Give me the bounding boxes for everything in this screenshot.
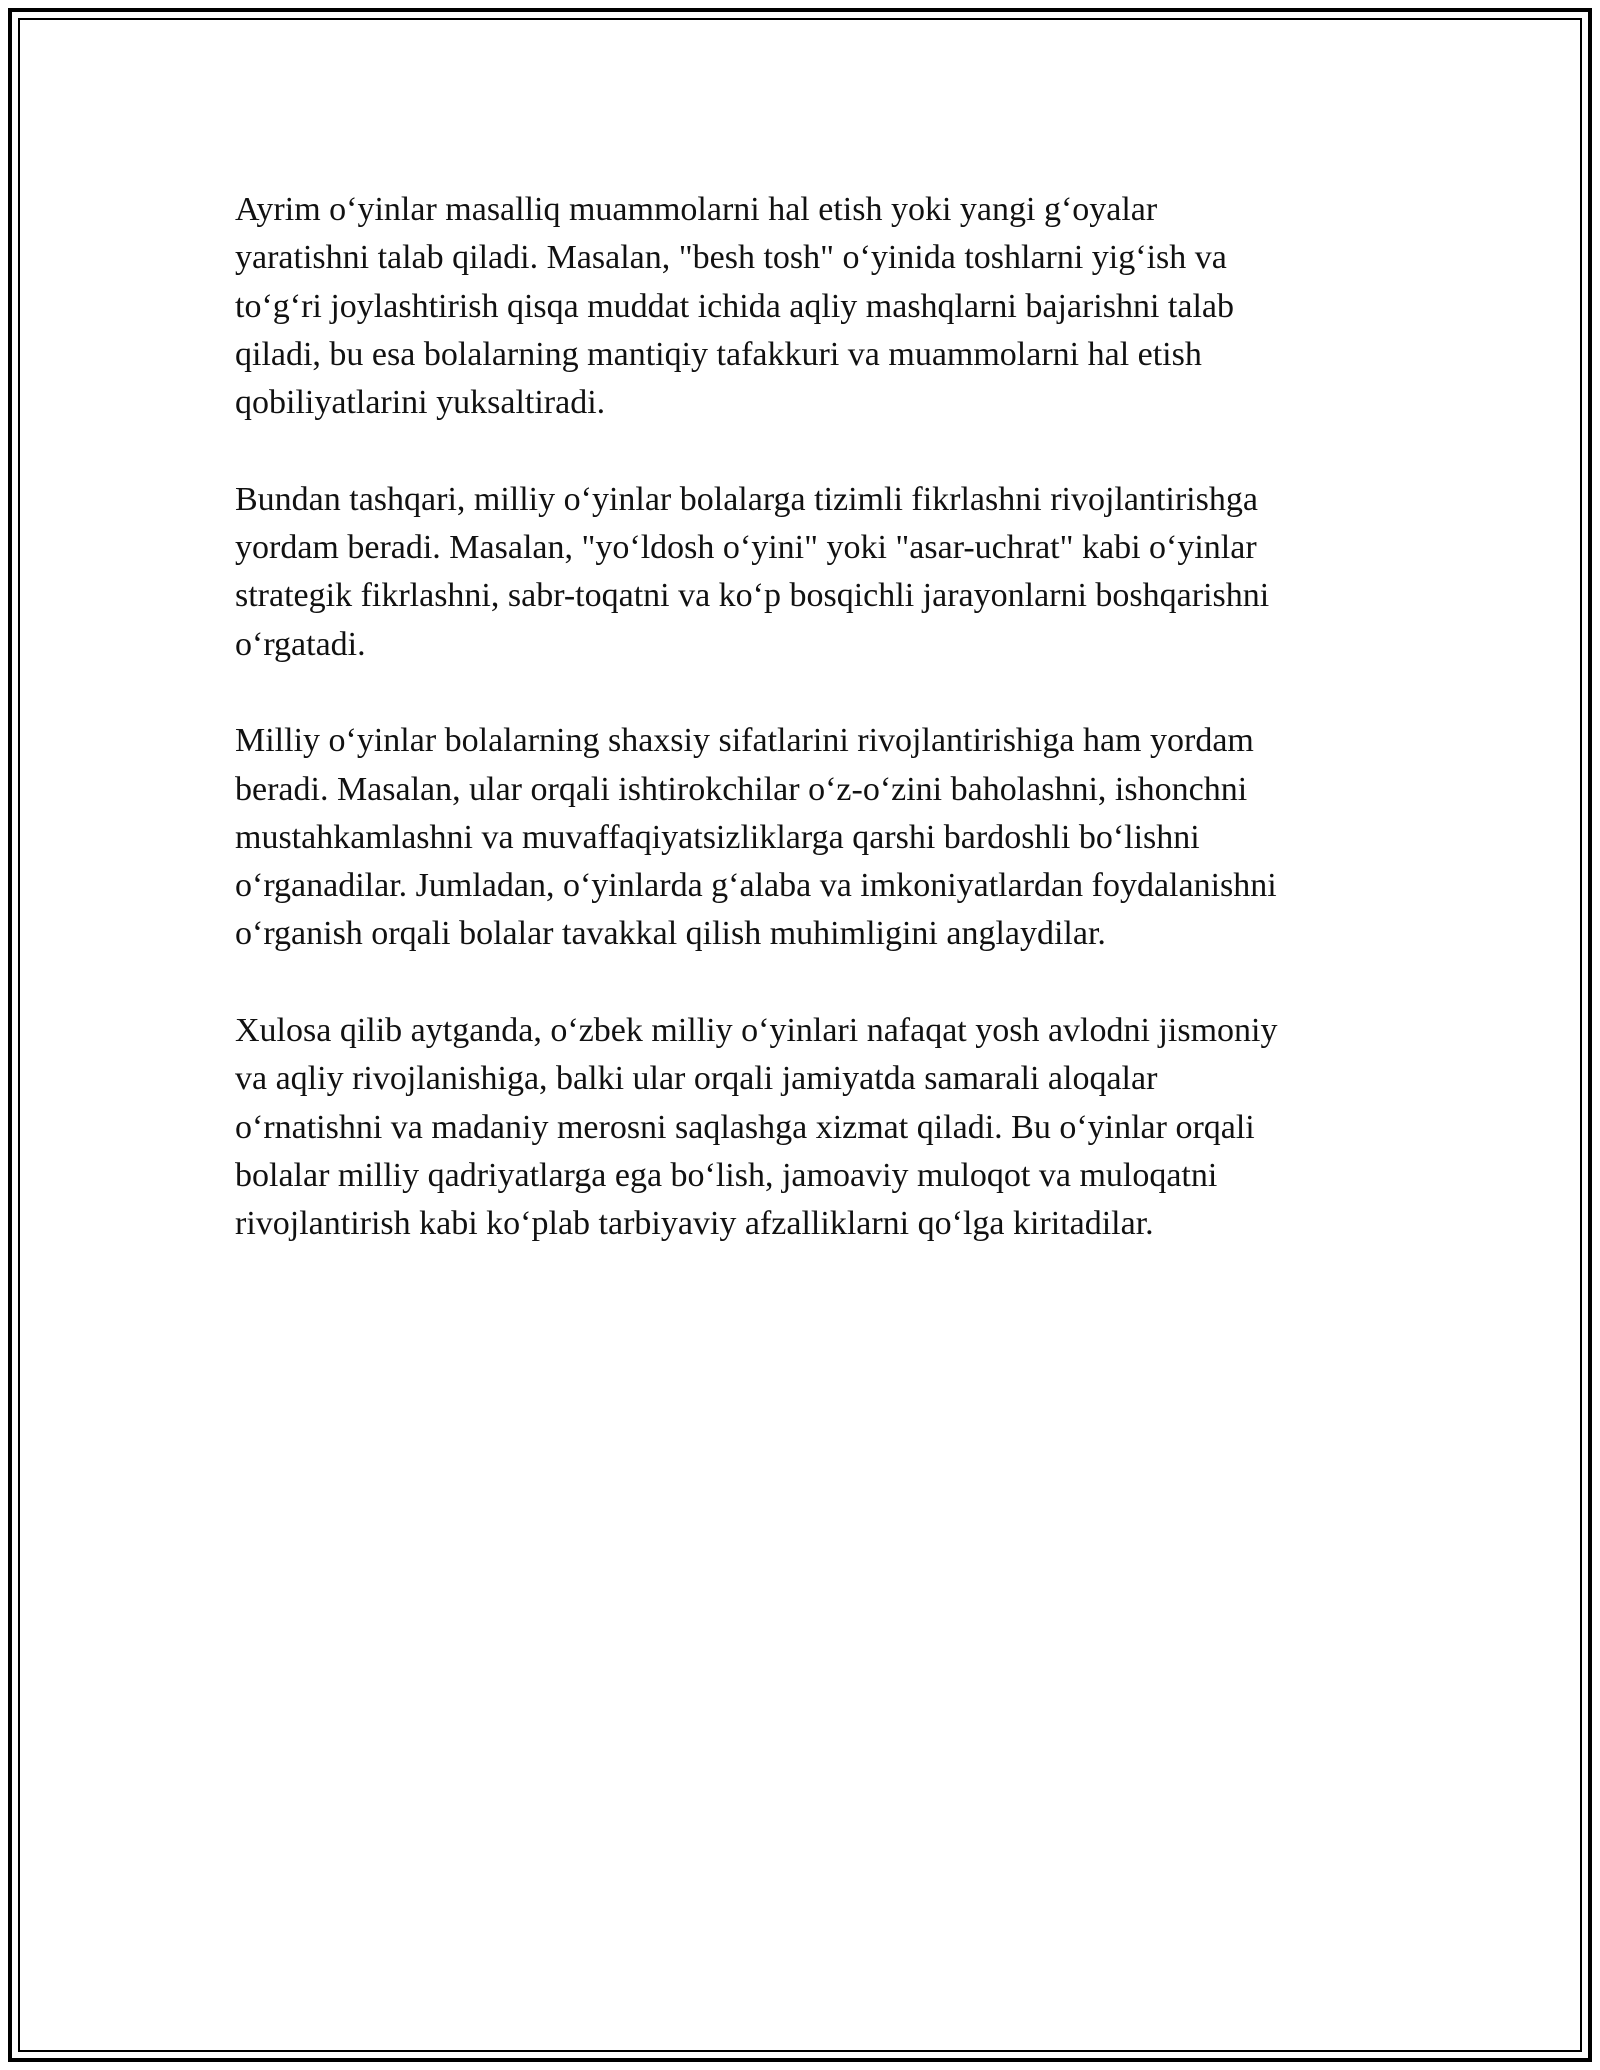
text-line: qiladi, bu esa bolalarning mantiqiy tafakkuri va muammolarni hal etish	[235, 335, 1202, 373]
text-line: qobiliyatlarini yuksaltiradi.	[235, 384, 606, 422]
text-line: o‘rganish orqali bolalar tavakkal qilish muhimligini anglaydilar.	[235, 915, 1106, 953]
text-line: va aqliy rivojlanishiga, balki ular orqali jamiyatda samarali aloqalar	[235, 1060, 1158, 1098]
paragraph-personal-qualities	[235, 717, 1375, 958]
paragraph-systematic-thinking	[235, 476, 1375, 669]
text-line: yaratishni talab qiladi. Masalan, "besh tosh" o‘yinida toshlarni yig‘ish va	[235, 239, 1227, 277]
text-line: o‘rganadilar. Jumladan, o‘yinlarda g‘alaba va imkoniyatlardan foydalanishni	[235, 867, 1277, 905]
text-line: o‘rgatadi.	[235, 625, 366, 663]
text-line: Milliy o‘yinlar bolalarning shaxsiy sifatlarini rivojlantirishiga ham yordam	[235, 722, 1254, 760]
text-line: mustahkamlashni va muvaffaqiyatsizliklarga qarshi bardoshli bo‘lishni	[235, 818, 1200, 856]
text-line: Ayrim o‘yinlar masalliq muammolarni hal etish yoki yangi g‘oyalar	[235, 191, 1158, 228]
text-line: to‘g‘ri joylashtirish qisqa muddat ichida aqliy mashqlarni bajarishni talab	[235, 287, 1234, 325]
text-line: rivojlantirish kabi ko‘plab tarbiyaviy afzalliklarni qo‘lga kiritadilar.	[235, 1205, 1154, 1243]
text-line: Bundan tashqari, milliy o‘yinlar bolalarga tizimli fikrlashni rivojlantirishga	[235, 480, 1258, 518]
text-line: yordam beradi. Masalan, "yo‘ldosh o‘yini" yoki "asar-uchrat" kabi o‘yinlar	[235, 529, 1257, 567]
text-line: o‘rnatishni va madaniy merosni saqlashga xizmat qiladi. Bu o‘yinlar orqali	[235, 1108, 1255, 1146]
text-line: beradi. Masalan, ular orqali ishtirokchilar o‘z-o‘zini baholashni, ishonchni	[235, 770, 1248, 808]
text-line: bolalar milliy qadriyatlarga ega bo‘lish, jamoaviy muloqot va muloqatni	[235, 1156, 1218, 1194]
document-body	[235, 186, 1375, 1297]
paragraph-conclusion	[235, 1007, 1375, 1248]
text-line: Xulosa qilib aytganda, o‘zbek milliy o‘yinlari nafaqat yosh avlodni jismoniy	[235, 1012, 1278, 1050]
paragraph-problem-solving	[235, 186, 1375, 427]
text-line: strategik fikrlashni, sabr-toqatni va ko‘p bosqichli jarayonlarni boshqarishni	[235, 577, 1270, 615]
